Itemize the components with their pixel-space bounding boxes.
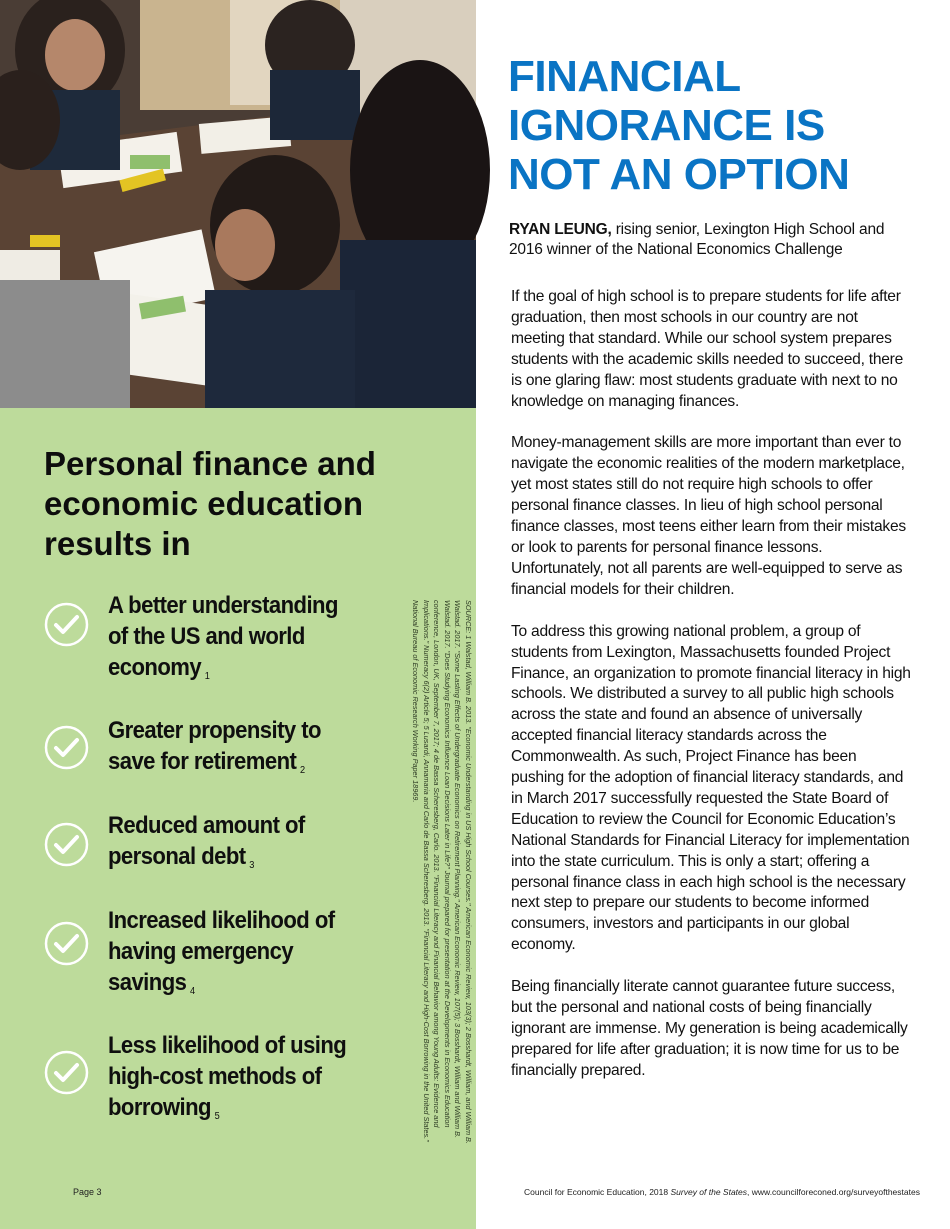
page-number: Page 3 bbox=[73, 1187, 102, 1197]
body-paragraph: To address this growing national problem, a group of students from Lexington, Massachusetts founded Project Finance, an organization to promote financial literacy in high schools. We distributed a survey to all public high schools across the state and found an absence of universally accepted financial literacy standards across the Commonwealth. As such, Project Finance has been pushing for the adoption of financial literacy standards, and in March 2017 successfully requested the State Board of Education to review the Council for Economic Education’s National Standards for Financial Literacy for implementation into the state curriculum. This is only a start; offering a personal finance class in each high school is the necessary next step to prepare our students to become informed consumers, investors and participants in our global economy. bbox=[511, 622, 911, 954]
author-name: RYAN LEUNG, bbox=[509, 221, 612, 238]
benefit-text: Reduced amount of personal debt $_3$ bbox=[108, 812, 305, 871]
body-paragraph: Money-management skills are more important than ever to navigate the economic realities of the modern marketplace, yet most states still do not require high schools to offer personal finance classes. In lieu of high school personal finance classes, most teens either learn from their mistakes or look to parents for personal finance lessons. Unfortunately, not all parents are well-equipped to serve as financial models for their children. bbox=[511, 434, 906, 598]
reference-number: 5 bbox=[214, 1111, 220, 1122]
body-paragraph: Being financially literate cannot guarantee future success, but the personal and national costs of being financially ignorant are immense. My generation is being academically prepared for life after graduation; it is now time for us to be financially prepared. bbox=[511, 978, 908, 1079]
survey-title: Survey of the States bbox=[670, 1187, 748, 1197]
article-headline bbox=[508, 52, 928, 199]
checkmark-icon bbox=[44, 822, 89, 867]
headline-line: NOT AN OPTION bbox=[508, 150, 850, 199]
photo-illustration bbox=[0, 0, 476, 408]
reference-number: 4 bbox=[190, 986, 196, 997]
article-body bbox=[511, 287, 911, 1103]
reference-number: 3 bbox=[249, 860, 255, 871]
headline-line: IGNORANCE IS bbox=[508, 101, 825, 150]
checkmark-icon bbox=[44, 725, 89, 770]
footer-credit: Council for Economic Education, 2018 Survey of the States, www.councilforeconed.org/surveyofthestates bbox=[524, 1187, 920, 1197]
benefit-text: A better understanding of the US and world economy $_1$ bbox=[108, 592, 338, 682]
body-paragraph: If the goal of high school is to prepare students for life after graduation, then most schools in our country are not meeting that standard. While our school system prepares students with the academic skills needed to succeed, there is one glaring flaw: most students graduate with next to no knowledge on managing finances. bbox=[511, 288, 904, 410]
byline bbox=[509, 220, 909, 260]
source-note-text: SOURCE: 1 Walstad, William B. 2013. "Economic Understanding in US High School Courses." American Economic Review, 103(3); 2 Bosshardt, William, and William B. Walstad. 2017. "Some Lasting Effects of Undergraduate Economics on Retirement Planning." American Economic Review, 107(5); 3 Bosshardt, William and William B. Walstad. 2017. "Does Studying Economics Influence Loan Decisions Later in Life?" Journal prepared for presentation at the Developments in Economics Education conference, London, UK, September 7, 2017; 4 de Bassa Scheresberg, Carlo. 2013. "Financial Literacy and Financial Behavior among Young Adults: Evidence and Implications." Numeracy 6(2) Article 5; 5 Lusardi, Annamaria and Carlo de Bassa Scheresberg. 2013. "Financial Literacy and High-Cost Borrowing in the United States." National Bureau of Economic Research Working Paper 18969. bbox=[411, 600, 473, 1144]
reference-number: 2 bbox=[300, 765, 306, 776]
classroom-photo bbox=[0, 0, 476, 408]
benefit-text: Increased likelihood of having emergency savings $_4$ bbox=[108, 907, 335, 997]
checkmark-icon bbox=[44, 602, 89, 647]
source-note bbox=[411, 600, 473, 1164]
author-description: rising senior, Lexington High School and 2016 winner of the National Economics Challenge bbox=[509, 221, 885, 258]
checkmark-icon bbox=[44, 921, 89, 966]
benefit-text: Greater propensity to save for retirement $_2$ bbox=[108, 717, 321, 776]
benefit-text: Less likelihood of using high-cost methods of borrowing $_5$ bbox=[108, 1032, 347, 1122]
reference-number: 1 bbox=[204, 671, 210, 682]
headline-line: FINANCIAL bbox=[508, 52, 741, 101]
checkmark-icon bbox=[44, 1050, 89, 1095]
panel-heading: Personal finance and economic education results in bbox=[44, 445, 376, 562]
